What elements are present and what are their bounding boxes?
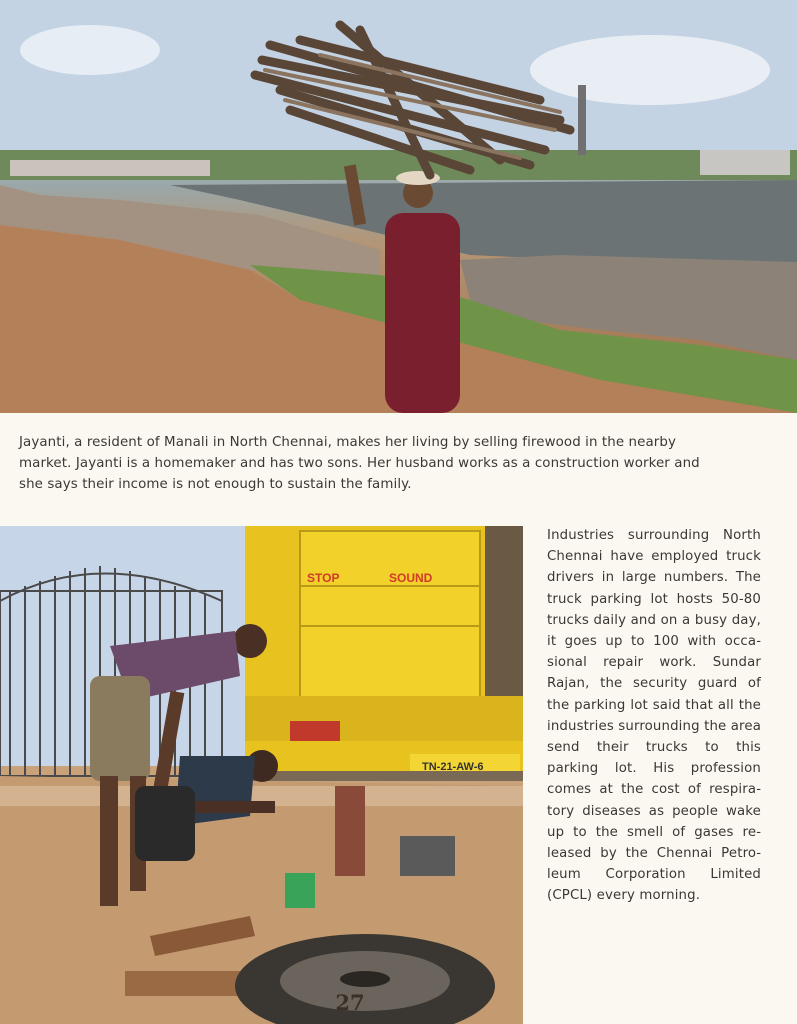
photo-caption: Jayanti, a resident of Manali in North Chennai, makes her living by selling firewood in the nearby market. Jayanti is a homemaker and has two sons. Her husband works as a construction worker and she says their income is not enough to sustain the family. (19, 435, 700, 492)
paint-can (285, 873, 315, 908)
truck-label-sound: SOUND (389, 571, 433, 585)
truck-label-stop: STOP (307, 571, 340, 585)
bottom-photo (0, 526, 523, 1024)
side-article-text: Industries surrounding North Chennai have employed truck drivers in large numbers. The truck parking lot hosts 50-80 trucks daily and on a busy day, it goes up to 100 with occasional repair work. Sundar Rajan, the security guard of the parking lot said that all the industries surrounding the area send their trucks to this parking lot. His profession comes at the cost of respiratory diseases as people wake up to the smell of gases released by the Chennai Petroleum Corporation Limited (CPCL) every morning. (547, 528, 761, 904)
bottom-photo-illustration (0, 526, 523, 1024)
top-photo-illustration (0, 0, 797, 413)
truck-plate: TN-21-AW-6 (422, 761, 484, 773)
wood-plank (125, 971, 245, 996)
page-number: 27 (335, 990, 365, 1015)
top-photo (0, 0, 797, 413)
